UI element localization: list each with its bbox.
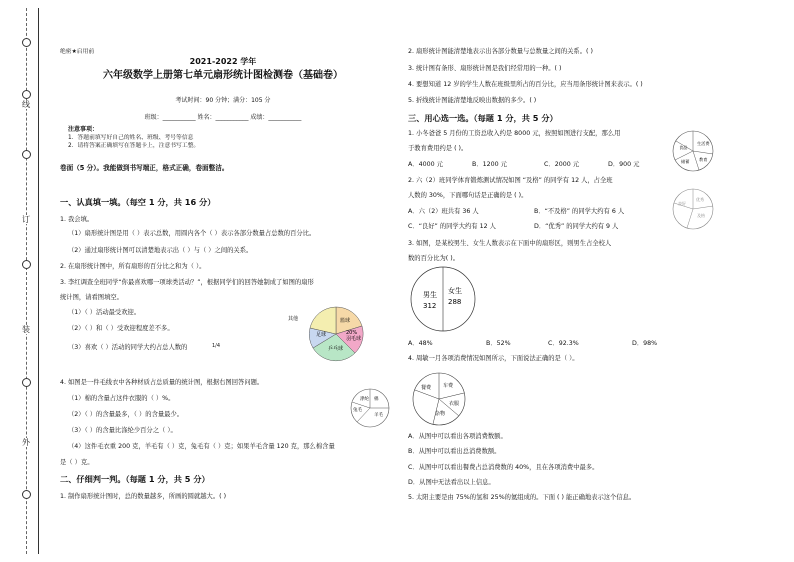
pie-label: 乒乓球: [328, 346, 344, 352]
fraction: 1/4: [212, 343, 221, 349]
pie-label: 女生: [448, 287, 462, 295]
question: 1. 我会填。: [60, 216, 94, 223]
question: 数的百分比为( )。: [408, 255, 459, 262]
pie-label: 良好: [678, 201, 686, 206]
question: 5. 折线统计图能清楚地反映出数据的多少。( ): [408, 97, 537, 104]
pie-label: 棉: [374, 397, 379, 402]
option[interactable]: D．98%: [632, 340, 658, 347]
note-item: 1．答题前填写好自己的姓名、班级、考号等信息: [68, 135, 194, 141]
option[interactable]: A．从图中可以看出各项消费数额。: [408, 433, 507, 440]
pie-label: 篮球: [340, 318, 351, 324]
question: （3）喜欢（ ）活动的同学大约占总人数的: [68, 344, 188, 351]
pie-label: 车费: [443, 383, 454, 389]
option[interactable]: C．“良好” 的同学大约有 12 人: [408, 223, 496, 230]
question: （1）（ ）活动最受欢迎。: [68, 309, 141, 316]
pie-label: 教育: [699, 157, 708, 162]
secret-label: 绝密★启用前: [60, 49, 95, 55]
question: 1. 制作扇形统计图时，总的数量越多，所画的圆就越大。( ): [60, 493, 227, 500]
note-item: 2．请将答案正确填写在答题卡上，注意书写工整。: [68, 143, 200, 149]
option[interactable]: C．92.3%: [548, 340, 579, 347]
question: 4. 如图是一件毛线衣中各种材质占总质量的统计图，根据右图回答问题。: [60, 379, 264, 386]
sidebar-label: 外: [22, 438, 30, 447]
pie-label: 312: [423, 302, 437, 310]
question: 2. 六（2）班同学体育锻炼测试情况如图 “及格” 的同学有 12 人，占全班: [408, 177, 613, 184]
neatness-note: 卷面（5 分）。我能做到书写端正，格式正确，卷面整洁。: [60, 164, 229, 172]
section2-title: 二、仔细判一判。（每题 1 分，共 5 分）: [60, 474, 210, 484]
option[interactable]: D．900 元: [608, 161, 640, 168]
pie-label: 羽毛球: [346, 336, 362, 342]
pie-label: 足球: [316, 332, 327, 338]
notes-title: 注意事项：: [68, 126, 99, 133]
question: （1）棉的含量占这件衣服的（ ）%。: [68, 395, 175, 402]
fitness-pie-chart: [670, 186, 716, 232]
pie-label: 衣服: [449, 401, 460, 407]
pie-label: 涤纶: [360, 397, 369, 402]
option[interactable]: D．“优秀” 的同学大约有 9 人: [534, 223, 619, 230]
question: 统计图，请看图填空。: [60, 294, 123, 301]
binding-hole-icon: [22, 260, 31, 269]
option[interactable]: B．52%: [486, 340, 511, 347]
question: （1）扇形统计图是用（ ）表示总数，用圆内各个（ ）表示各部分数量占总数的百分比。: [68, 230, 316, 237]
option[interactable]: A．4000 元: [408, 161, 443, 168]
exam-info: 考试时间：90 分钟；满分：105 分: [175, 97, 271, 104]
pie-label: 羊毛: [374, 413, 383, 418]
binding-hole-icon: [22, 490, 31, 499]
question: （2）（ ）和（ ）受欢迎程度差不多。: [68, 325, 174, 332]
question: 4. 要想知道 12 岁的学生人数在班级里所占的百分比，应当用条形统计图来表示。( ): [408, 81, 643, 88]
pie-label: 生活费: [697, 141, 710, 146]
binding-hole-icon: [22, 38, 31, 47]
pie-label: 及格: [697, 213, 705, 218]
section1-title: 一、认真填一填。（每空 1 分，共 16 分）: [60, 197, 216, 207]
option[interactable]: A．48%: [408, 340, 433, 347]
question: 1. 小冬爸爸 5 月份的工资总收入约是 8000 元，按照如图进行支配，那么用: [408, 130, 621, 137]
option[interactable]: B．“不及格” 的同学大约有 6 人: [534, 208, 625, 215]
question: 3. 如图，是某校男生、女生人数表示在下面中的扇形区，则男生占全校人: [408, 240, 612, 247]
pie-label: 288: [448, 298, 462, 306]
option[interactable]: A．六（2）班共有 36 人: [408, 208, 479, 215]
binding-hole-icon: [22, 90, 31, 99]
pie-label: 餐费: [421, 385, 432, 391]
question: 2. 扇形统计图能清楚地表示出各部分数量与总数量之间的关系。( ): [408, 48, 593, 55]
sidebar-label: 订: [22, 215, 30, 224]
gender-pie-chart: [408, 264, 478, 334]
sidebar-label: 线: [22, 100, 30, 109]
pie-label: 其他: [288, 316, 299, 322]
binding-hole-icon: [22, 378, 31, 387]
question: （4）这件毛衣重 200 克，羊毛有（ ）克，兔毛有（ ）克；如果羊毛含量 120 克，那么棉含量: [68, 443, 335, 450]
student-info: 班级：___________ 姓名：___________ 成绩：___________: [144, 114, 302, 121]
option[interactable]: C．从图中可以看出餐费占总消费数的 40%，且在各项消费中最多。: [408, 464, 599, 471]
sweater-pie-chart: [348, 386, 392, 430]
option[interactable]: C．2000 元: [544, 161, 580, 168]
pie-label: 男生: [423, 291, 437, 299]
ball-pie-chart: [284, 304, 384, 366]
question: （2）通过扇形统计图可以清楚地表示出（ ）与（ ）之间的关系。: [68, 247, 253, 254]
option[interactable]: D．从图中无法看出以上信息。: [408, 479, 495, 486]
question: 人数的 30%，下面哪句话是正确的是 ( )。: [408, 192, 528, 199]
option[interactable]: B．1200 元: [472, 161, 507, 168]
exam-year: 2021-2022 学年: [189, 57, 257, 66]
sidebar-label: 装: [22, 325, 30, 334]
question: 2. 在扇形统计图中，所有扇形的百分比之和为（ ）。: [60, 263, 206, 270]
question: （3）（ ）的含量比涤纶少百分之（ ）。: [68, 427, 177, 434]
binding-sidebar: [0, 0, 48, 562]
question: 于教育费用约是 ( )。: [408, 145, 468, 152]
section3-title: 三、用心选一选。（每题 1 分，共 5 分）: [408, 113, 558, 123]
question: 3. 李红调查全班同学“你最喜欢哪一项球类活动？”，根据同学们的回答她制成了如图的扇形: [60, 279, 314, 286]
binding-line: [38, 8, 39, 554]
pie-label: 兔毛: [353, 408, 362, 413]
page-title: 六年级数学上册第七单元扇形统计图检测卷（基础卷）: [103, 70, 343, 81]
question: 是（ ）克。: [60, 459, 94, 466]
salary-pie-chart: [670, 128, 716, 174]
question: 4. 周敏一月各项消费情况如图所示，下面说法正确的是（ ）。: [408, 355, 579, 362]
pie-label: 杂物: [435, 411, 446, 417]
pie-label: 20%: [346, 330, 358, 336]
question: 5. 太阳主要是由 75%的氢和 25%的氦组成的。下面 ( ) 能正确地表示这个信息。: [408, 494, 636, 501]
question: （2）（ ）的含量最多，（ ）的含量最少。: [68, 411, 184, 418]
option[interactable]: B．从图中可以看出总消费数额。: [408, 448, 501, 455]
pie-label: 优秀: [696, 197, 704, 202]
spending-pie-chart: [410, 370, 468, 428]
question: 3. 统计图有条形、扇形统计图是我们经常用的一种。( ): [408, 65, 562, 72]
pie-label: 储蓄: [681, 159, 690, 164]
pie-label: 食品: [679, 145, 688, 150]
binding-hole-icon: [22, 150, 31, 159]
